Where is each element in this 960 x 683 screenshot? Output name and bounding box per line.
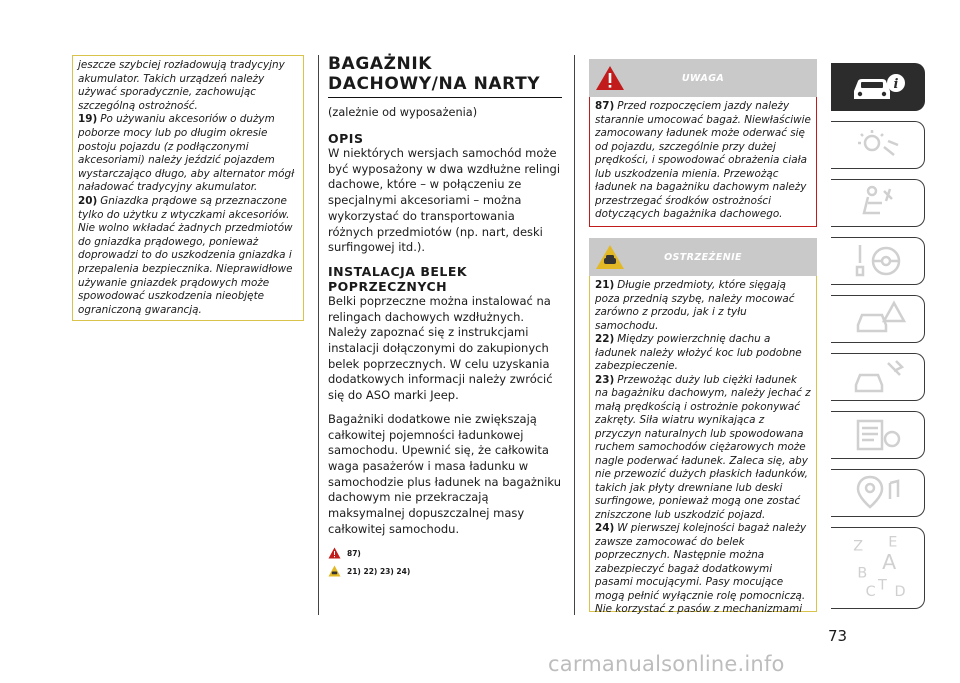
subtitle: (zależnie od wyposażenia) — [328, 106, 478, 119]
caution-car-icon — [595, 244, 625, 270]
index-letter: E — [887, 534, 897, 551]
warning-reference-numbers: 87) — [347, 548, 361, 558]
index-letter: Z — [852, 538, 863, 555]
caution-number: 24) — [595, 522, 615, 534]
car-service-icon — [848, 357, 908, 397]
section-heading-installation: INSTALACJA BELEK POPRZECZNYCH — [328, 263, 468, 294]
warning-body — [589, 97, 817, 227]
warning-title: UWAGA — [681, 72, 725, 84]
technical-data-icon — [848, 415, 908, 455]
note-number: 19) — [78, 113, 98, 126]
car-info-icon — [848, 67, 908, 107]
column-divider — [574, 55, 575, 615]
warning-triangle-icon — [595, 65, 625, 91]
tab-seat-airbag[interactable] — [831, 179, 925, 227]
warning-reference — [328, 545, 562, 561]
caution-item — [595, 333, 811, 374]
caution-number: 22) — [595, 333, 615, 345]
note-intro: jeszcze szybciej rozładowują tradycyjny akumulator. Takich urządzeń należy używać sporadycznie, zachowując szczególną ostrożność. — [78, 59, 285, 112]
tab-dashboard-lights[interactable] — [831, 121, 925, 169]
index-letter: D — [893, 583, 906, 600]
tab-car-warning[interactable] — [831, 295, 925, 343]
column-divider — [318, 55, 319, 615]
warning-item — [595, 100, 811, 222]
watermark: carmanualsonline.info — [548, 652, 785, 676]
caution-text: Między powierzchnię dachu a ładunek należy włożyć koc lub podobne zabezpieczenie. — [595, 333, 802, 372]
tab-multimedia[interactable] — [831, 469, 925, 517]
capacity-text: Bagażniki dodatkowe nie zwiększają całkowitej pojemności ładunkowej samochodu. Upewnić się, że całkowita waga pasażerów i masa ładunku w samochodzie plus ładunek na bagażniku dachowym nie przekraczają maksymalnej dopuszczalnej masy całkowitej samochodu. — [328, 411, 561, 536]
caution-number: 21) — [595, 279, 615, 291]
tab-steering-tools[interactable] — [831, 237, 925, 285]
index-letter: B — [856, 565, 867, 582]
caution-reference — [328, 563, 562, 579]
note-item — [78, 113, 298, 195]
warning-triangle-icon — [328, 547, 341, 559]
caution-text: W pierwszej kolejności bagaż należy zawsze zamocować do belek poprzecznych. Następnie można zabezpieczyć bagaż dodatkowymi pasami mocującymi. Pasy mocujące mogą pełnić wyłącznie rolę pomocniczą. Nie korzystać z pasów z mechanizmami — [595, 522, 807, 615]
caution-box — [589, 238, 817, 615]
caution-text: Długie przedmioty, które sięgają poza przednią szybę, należy mocować zarówno z przodu, jak i z tyłu samochodu. — [595, 279, 795, 332]
multimedia-icon — [848, 473, 908, 513]
note-number: 20) — [78, 194, 98, 207]
tab-car-info[interactable] — [831, 63, 925, 111]
svg-text:i: i — [893, 77, 898, 92]
note-item — [78, 195, 298, 317]
index-icon — [846, 532, 910, 604]
steering-tools-icon — [848, 241, 908, 281]
warning-number: 87) — [595, 100, 615, 112]
index-letter: T — [877, 577, 887, 594]
car-warning-icon — [848, 299, 908, 339]
note-text: Po używaniu akcesoriów o dużym poborze mocy lub po długim okresie postoju pojazdu (z podłączonymi akcesoriami) należy jeździć pojazdem wystarczająco długo, aby alternator mógł naładować tradycyjny akumulator. — [78, 113, 295, 194]
warning-text: Przed rozpoczęciem jazdy należy starannie umocować bagaż. Niewłaściwie zamocowany ładunek może oderwać się od pojazdu, szczególnie przy dużej prędkości, i spowodować obrażenia ciała lub uszkodzenia mienia. Przewożąc ładunek na bagażniku dachowym należy przestrzegać środków ostrożności dotyczących bagażnika dachowego. — [595, 100, 811, 220]
caution-title: OSTRZEŻENIE — [664, 251, 742, 263]
seat-airbag-icon — [848, 183, 908, 223]
caution-reference-numbers: 21) 22) 23) 24) — [347, 566, 411, 576]
caution-car-icon — [328, 565, 341, 577]
page-number: 73 — [828, 627, 848, 645]
tab-car-service[interactable] — [831, 353, 925, 401]
caution-text: Przewożąc duży lub ciężki ładunek na bagażniku dachowym, należy jechać z małą prędkością i ostrożnie pokonywać zakręty. Siła wiatru wynikająca z przyczyn naturalnych lub spowodowana ruchem samochodów ciężarowych może nagle poderwać ładunek. Zaleca się, aby nie przewozić dużych płaskich ładunków, takich jak płyty drewniane lub deski surfingowe, ponieważ mogą one zostać zniszczone lub uszkodzić pojazd. — [595, 373, 811, 521]
caution-number: 23) — [595, 373, 615, 386]
caution-item — [595, 374, 811, 523]
caution-body — [589, 276, 817, 615]
index-letter: C — [865, 583, 876, 600]
note-text: Gniazdka prądowe są przeznaczone tylko do użytku z wtyczkami akcesoriów. Nie wolno wkładać żadnych przedmiotów do gniazdka prądowego, ponieważ doprowadzi to do uszkodzenia gniazdka i przepalenia bezpiecznika. Nieprawidłowe używanie gniazdek prądowych może spowodować uszkodzenia nieobjęte ograniczoną gwarancją. — [78, 194, 293, 316]
caution-item — [595, 279, 811, 333]
tab-technical-data[interactable] — [831, 411, 925, 459]
dashboard-lights-icon — [848, 125, 908, 165]
tab-index[interactable] — [831, 527, 925, 609]
installation-text: Belki poprzeczne można instalować na relingach dachowych wzdłużnych. Należy zapoznać się z instrukcjami instalacji dołączonymi do zakupionych belek poprzecznych. W celu uzyskania dodatkowych informacji należy zwrócić się do ASO marki Jeep. — [328, 293, 553, 403]
warning-box — [589, 59, 817, 227]
section-description-text: W niektórych wersjach samochód może być wyposażony w dwa wzdłużne relingi dachowe, które – w połączeniu ze specjalnymi akcesoriami – można wykorzystać do transportowania różnych przedmiotów (np. nart, deski surfingowej itd.). — [328, 146, 561, 255]
caution-item — [595, 522, 811, 617]
index-letter: A — [881, 550, 896, 575]
main-column — [328, 54, 562, 579]
page-title: BAGAŻNIK DACHOWY/NA NARTY — [328, 54, 562, 98]
notes-box — [72, 55, 304, 321]
caution-header — [589, 238, 817, 276]
section-heading-description: OPIS — [328, 131, 364, 146]
warning-header — [589, 59, 817, 97]
